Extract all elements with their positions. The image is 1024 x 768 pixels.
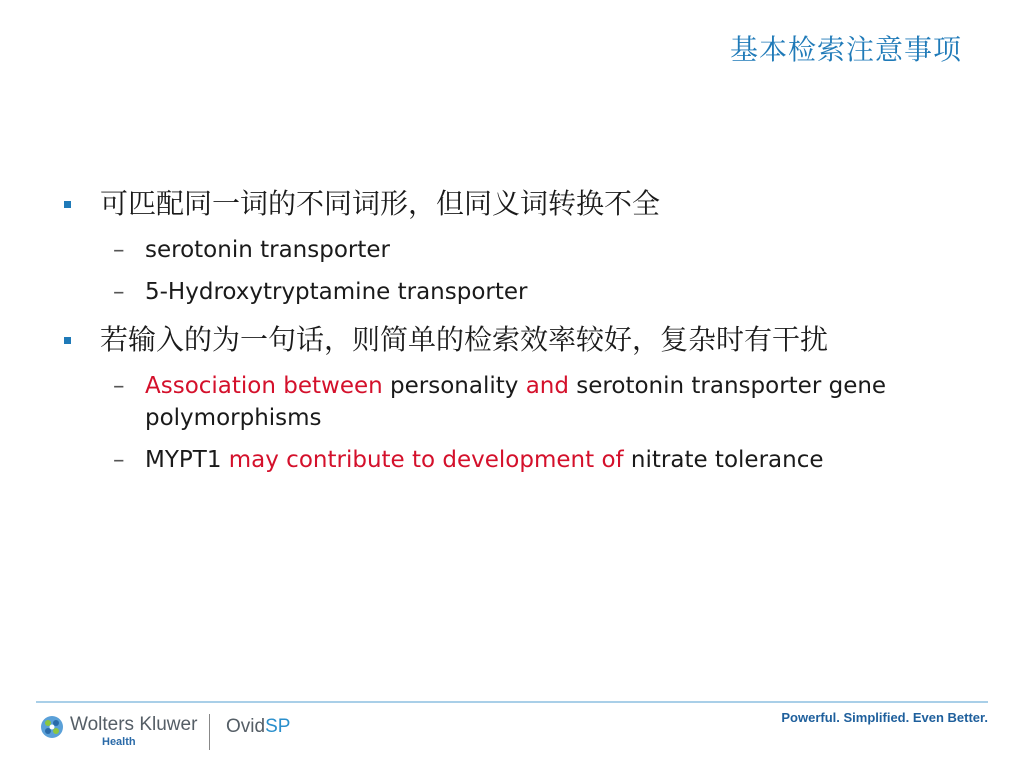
- square-bullet-icon: [64, 337, 71, 344]
- square-bullet-icon: [64, 201, 71, 208]
- highlight-text: and: [525, 373, 569, 399]
- product-prefix: Ovid: [226, 716, 266, 737]
- sub-list: [60, 370, 970, 476]
- sub-list: [60, 234, 970, 308]
- brand-sub: Health: [102, 736, 136, 748]
- highlight-text: Association between: [145, 373, 383, 399]
- dash-bullet: –: [113, 447, 125, 473]
- sub-item: [60, 370, 970, 434]
- product-suffix: SP: [265, 716, 291, 737]
- bullet-text: 可匹配同一词的不同词形，但同义词转换不全: [100, 187, 661, 220]
- bullet-text: 若输入的为一句话，则简单的检索效率较好，复杂时有干扰: [100, 323, 829, 356]
- sub-item: [60, 234, 970, 266]
- dash-bullet: –: [113, 237, 125, 263]
- slide-content: [60, 186, 970, 490]
- bullet-item: [60, 322, 970, 358]
- sub-item-text: serotonin transporter: [145, 237, 390, 263]
- plain-text: serotonin transporter gene polymorphisms: [145, 373, 887, 431]
- slide-title: 基本检索注意事项: [729, 33, 962, 66]
- globe-logo-icon: [40, 715, 64, 739]
- bullet-item: [60, 186, 970, 222]
- footer-divider: [36, 701, 988, 703]
- dash-bullet: –: [113, 279, 125, 305]
- wolters-kluwer-logo: [40, 712, 197, 748]
- dash-bullet: –: [113, 373, 125, 399]
- highlight-text: may contribute to development of: [228, 447, 624, 473]
- sub-item: [60, 276, 970, 308]
- plain-text: MYPT1: [145, 447, 229, 473]
- plain-text: personality: [382, 373, 526, 399]
- sub-item: [60, 444, 970, 476]
- sub-item-text: 5-Hydroxytryptamine transporter: [145, 279, 528, 305]
- plain-text: nitrate tolerance: [623, 447, 824, 473]
- logo-separator: [209, 714, 210, 750]
- tagline: Powerful. Simplified. Even Better.: [781, 710, 988, 725]
- ovidsp-logo: [226, 716, 290, 738]
- brand-name: Wolters Kluwer: [70, 714, 198, 735]
